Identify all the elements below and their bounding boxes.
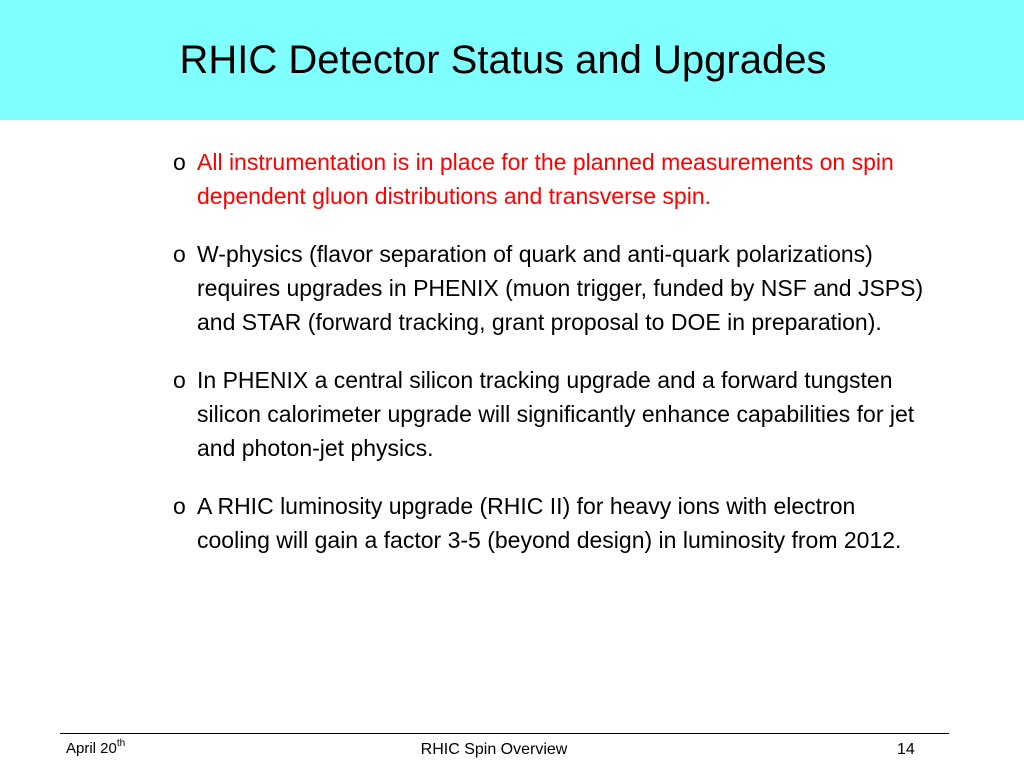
bullet-marker: o	[173, 367, 186, 393]
bullet-item	[173, 237, 933, 339]
footer-date-suffix: th	[116, 738, 126, 749]
footer-divider	[60, 733, 949, 734]
bullet-item	[173, 145, 933, 213]
bullet-list	[173, 145, 933, 581]
bullet-text: A RHIC luminosity upgrade (RHIC II) for heavy ions with electron cooling will gain a factor 3-5 (beyond design) in luminosity from 2012.	[197, 493, 902, 553]
bullet-marker: o	[173, 149, 186, 175]
bullet-text: All instrumentation is in place for the planned measurements on spin dependent gluon distributions and transverse spin.	[197, 149, 894, 209]
bullet-item	[173, 363, 933, 465]
page-number: 14	[897, 741, 915, 758]
bullet-marker: o	[173, 493, 186, 519]
bullet-text: W-physics (flavor separation of quark and anti-quark polarizations) requires upgrades in PHENIX (muon trigger, funded by NSF and JSPS) and STAR (forward tracking, grant proposal to DOE in preparation).	[197, 241, 924, 335]
title-band	[0, 0, 1024, 120]
slide-title: RHIC Detector Status and Upgrades	[179, 38, 827, 82]
bullet-marker: o	[173, 241, 186, 267]
bullet-item	[173, 489, 933, 557]
bullet-text: In PHENIX a central silicon tracking upgrade and a forward tungsten silicon calorimeter upgrade will significantly enhance capabilities for jet and photon-jet physics.	[197, 367, 915, 461]
footer-date-text: April 20	[66, 740, 117, 757]
footer-title: RHIC Spin Overview	[420, 741, 568, 758]
